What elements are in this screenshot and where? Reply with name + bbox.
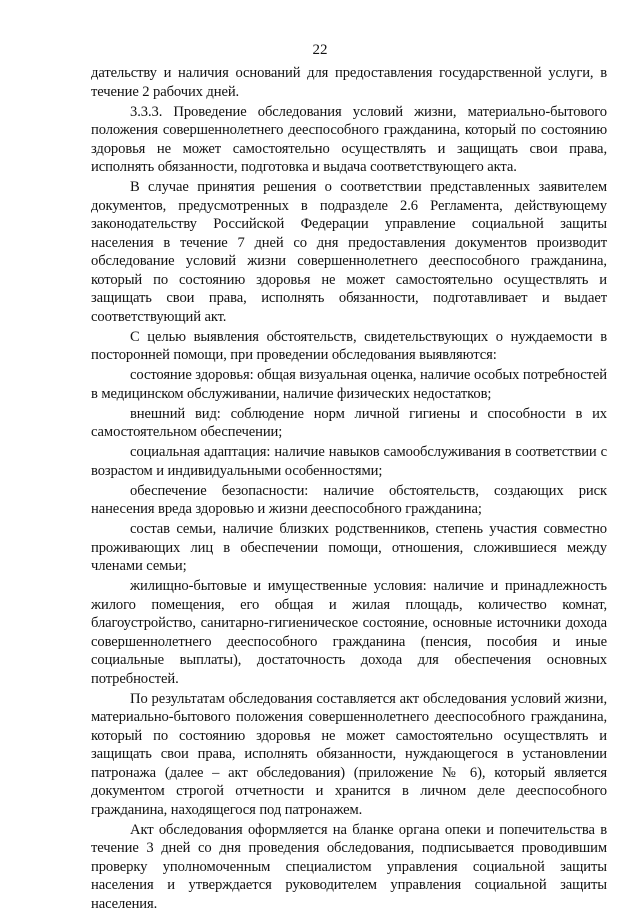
document-body <box>91 64 607 915</box>
list-item-social-adaptation: социальная адаптация: наличие навыков самообслуживания в соответствии с возрастом и индивидуальными особенностями; <box>91 444 607 479</box>
paragraph-purpose: С целью выявления обстоятельств, свидетельствующих о нуждаемости в посторонней помощи, при проведении обследования выявляются: <box>91 328 607 363</box>
paragraph-inspection-act: По результатам обследования составляется акт обследования условий жизни, материально-бытового положения совершеннолетнего дееспособного гражданина, который по состоянию здоровья не может самостоятельно осуществлять и защищать свои права, исполнять обязанности, нуждающегося в установлении патронажа (далее – акт обследования) (приложение № 6), который является документом строгой отчетности и хранится в личном деле дееспособного гражданина, находящегося под патронажем. <box>91 690 607 818</box>
paragraph-act-registration: Акт обследования оформляется на бланке органа опеки и попечительства в течение 3 дней со дня проведения обследования, подписывается проводившим проверку уполномоченным специалистом управления социальной защиты населения и утверждается руководителем управления социальной защиты населения. <box>91 821 607 912</box>
page-number: 22 <box>312 42 328 58</box>
list-item-health: состояние здоровья: общая визуальная оценка, наличие особых потребностей в медицинском обслуживании, наличие физических недостатков; <box>91 367 607 402</box>
list-item-safety: обеспечение безопасности: наличие обстоятельств, создающих риск нанесения вреда здоровью и жизни дееспособного гражданина; <box>91 482 607 517</box>
paragraph-section-3-3-3: 3.3.3. Проведение обследования условий жизни, материально-бытового положения совершеннолетнего дееспособного гражданина, который по состоянию здоровья не может самостоятельно осуществлять и защищать свои права, исполнять обязанности, подготовка и выдача соответствующего акта. <box>91 103 607 175</box>
list-item-appearance: внешний вид: соблюдение норм личной гигиены и способности в их самостоятельном обеспечении; <box>91 405 607 440</box>
paragraph-continuation: дательству и наличия оснований для предоставления государственной услуги, в течение 2 рабочих дней. <box>91 65 607 100</box>
list-item-family: состав семьи, наличие близких родственников, степень участия совместно проживающих лиц в обеспечении помощи, отношения, сложившиеся между членами семьи; <box>91 521 607 574</box>
list-item-living-conditions: жилищно-бытовые и имущественные условия: наличие и принадлежность жилого помещения, его общая и жилая площадь, количество комнат, благоустройство, санитарно-гигиеническое состояние, основные источники дохода совершеннолетнего дееспособного гражданина (пенсия, пособия и иные социальные выплаты), достаточность дохода для обеспечения основных потребностей. <box>91 578 607 687</box>
paragraph-decision: В случае принятия решения о соответствии представленных заявителем документов, предусмотренных в подразделе 2.6 Регламента, действующему законодательству Российской Федерации управление социальной защиты населения в течение 7 дней со дня предоставления документов производит обследование условий жизни совершеннолетнего дееспособного гражданина, который по состоянию здоровья не может самостоятельно осуществлять и защищать свои права, исполнять обязанности, подготавливает и выдает соответствующий акт. <box>91 179 607 325</box>
